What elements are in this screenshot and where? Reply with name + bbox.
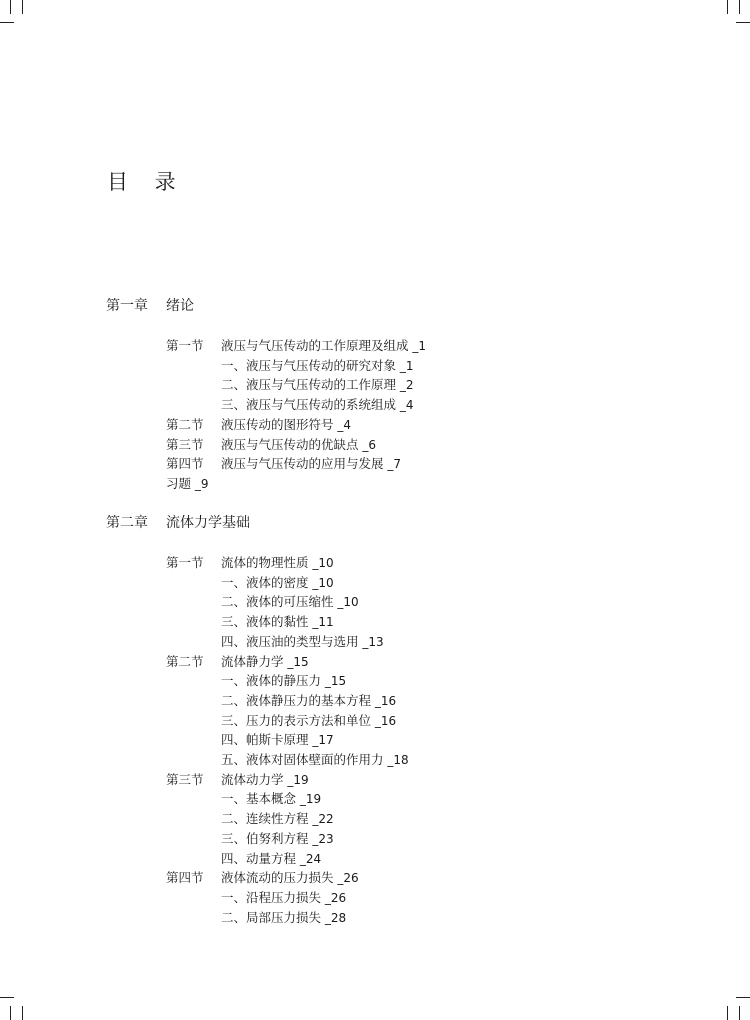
page-separator: _: [408, 339, 419, 353]
page-separator: _: [308, 615, 319, 630]
entry-title: 流体动力学: [221, 771, 284, 787]
crop-mark: [0, 22, 14, 23]
section-label: 第二节: [166, 653, 204, 669]
toc-section-entry[interactable]: [166, 553, 334, 573]
toc-entry[interactable]: [166, 474, 208, 494]
page-number: 16: [380, 713, 397, 728]
page-number: 10: [318, 575, 334, 590]
toc-subsection-entry[interactable]: [221, 888, 346, 908]
page-number: 15: [293, 654, 309, 669]
page-number: 26: [330, 890, 347, 905]
page-number: 4: [343, 417, 351, 432]
entry-title: 液压与气压传动的优缺点: [221, 436, 359, 452]
page-number: 23: [318, 831, 334, 846]
entry-title: 四、动量方程: [221, 850, 297, 866]
toc-section-entry[interactable]: [166, 435, 376, 455]
crop-mark: [0, 997, 14, 998]
page-separator: _: [308, 556, 319, 570]
chapter-number: 第二章: [106, 515, 148, 531]
toc-subsection-entry[interactable]: [221, 671, 346, 691]
entry-title: 二、局部压力损失: [221, 909, 322, 925]
toc-section-entry[interactable]: [166, 770, 309, 790]
page-number: 11: [318, 615, 334, 630]
page-number: 9: [200, 476, 209, 491]
section-label: 第三节: [166, 771, 204, 787]
crop-mark: [736, 997, 750, 998]
page-separator: _: [308, 831, 319, 846]
page-separator: _: [283, 772, 294, 787]
entry-title: 四、液压油的类型与选用: [221, 633, 359, 649]
entry-title: 一、沿程压力损失: [221, 889, 322, 905]
entry-title: 二、液体静压力的基本方程: [221, 692, 372, 708]
entry-title: 二、液压与气压传动的工作原理: [221, 377, 397, 393]
entry-title: 液体流动的压力损失: [221, 870, 334, 886]
entry-title: 二、液体的可压缩性: [221, 594, 334, 610]
page-number: 19: [293, 772, 309, 787]
section-label: 第四节: [166, 870, 204, 886]
entry-title: 三、液体的黏性: [221, 614, 309, 630]
toc-subsection-entry[interactable]: [221, 375, 413, 395]
page-number: 2: [405, 378, 414, 393]
page-number: 1: [405, 358, 414, 373]
toc-section-entry[interactable]: [166, 454, 401, 474]
entry-title: 四、帕斯卡原理: [221, 732, 309, 748]
entry-title: 流体的物理性质: [221, 555, 309, 570]
toc-subsection-entry[interactable]: [221, 750, 409, 770]
crop-mark: [739, 1006, 740, 1020]
page-separator: _: [333, 417, 344, 432]
page-separator: _: [308, 812, 319, 827]
page-separator: _: [333, 595, 344, 610]
section-label: 第一节: [166, 555, 204, 570]
toc-section-entry[interactable]: [166, 652, 309, 672]
page-separator: _: [371, 713, 381, 728]
entry-title: 液压与气压传动的应用与发展: [221, 456, 384, 472]
entry-title: 三、压力的表示方法和单位: [221, 712, 372, 728]
entry-title: 一、液压与气压传动的研究对象: [221, 357, 397, 373]
toc-subsection-entry[interactable]: [221, 849, 321, 869]
toc-subsection-entry[interactable]: [221, 395, 413, 415]
crop-mark: [739, 0, 740, 14]
entry-title: 一、液体的密度: [221, 574, 309, 590]
entry-title: 三、液压与气压传动的系统组成: [221, 397, 397, 413]
crop-mark: [10, 0, 11, 14]
entry-title: 一、基本概念: [221, 791, 297, 807]
page-number: 17: [318, 733, 334, 748]
chapter-title: 流体力学基础: [166, 515, 250, 531]
page-number: 10: [343, 595, 359, 610]
page-number: 4: [405, 398, 414, 413]
page-separator: _: [321, 890, 331, 905]
crop-mark: [727, 1006, 728, 1020]
page-number: 7: [393, 457, 401, 472]
chapter-number: 第一章: [106, 298, 148, 314]
page-separator: _: [333, 871, 344, 886]
page-separator: _: [283, 654, 294, 669]
entry-title: 二、连续性方程: [221, 811, 309, 827]
toc-subsection-entry[interactable]: [221, 691, 396, 711]
page-separator: _: [308, 575, 319, 590]
section-label: 第四节: [166, 456, 204, 472]
toc-subsection-entry[interactable]: [221, 356, 413, 376]
crop-mark: [22, 0, 23, 14]
entry-title: 流体静力学: [221, 653, 284, 669]
page-number: 16: [380, 693, 397, 708]
toc-section-entry[interactable]: [166, 868, 359, 888]
page-number: 13: [368, 634, 384, 649]
page-number: 19: [305, 792, 322, 807]
page-separator: _: [371, 693, 381, 708]
page-separator: _: [396, 398, 406, 413]
toc-subsection-entry[interactable]: [221, 573, 334, 593]
section-label: 第二节: [166, 416, 204, 432]
page-separator: _: [321, 674, 331, 689]
crop-mark: [22, 1006, 23, 1020]
page-separator: _: [358, 634, 369, 649]
toc-subsection-entry[interactable]: [221, 612, 334, 632]
crop-mark: [727, 0, 728, 14]
chapter-heading[interactable]: [106, 513, 250, 533]
toc-subsection-entry[interactable]: [221, 730, 334, 750]
crop-mark: [10, 1006, 11, 1020]
page-number: 22: [318, 812, 334, 827]
page-number: 10: [318, 556, 334, 570]
page-number: 26: [343, 871, 359, 886]
toc-subsection-entry[interactable]: [221, 908, 346, 928]
entry-title: 液压传动的图形符号: [221, 416, 334, 432]
page-separator: _: [396, 378, 406, 393]
entry-title: 三、伯努利方程: [221, 830, 309, 846]
toc-subsection-entry[interactable]: [221, 632, 384, 652]
section-label: 第三节: [166, 436, 204, 452]
entry-title: 五、液体对固体壁面的作用力: [221, 752, 384, 767]
page-number: 1: [418, 339, 426, 353]
toc-subsection-entry[interactable]: [221, 829, 334, 849]
chapter-title: 绪论: [166, 298, 194, 314]
page-separator: _: [396, 358, 406, 373]
page-number: 15: [330, 674, 347, 689]
page-separator: _: [308, 733, 319, 748]
section-label: 第一节: [166, 338, 204, 353]
chapter-heading[interactable]: [106, 296, 194, 316]
entry-title: 一、液体的静压力: [221, 673, 322, 689]
toc-section-entry[interactable]: [166, 415, 351, 435]
page-separator: _: [191, 476, 201, 491]
page-number: 28: [330, 910, 347, 925]
page-separator: _: [321, 910, 331, 925]
page-title: 目 录: [107, 170, 186, 194]
toc-section-entry[interactable]: [166, 336, 426, 356]
toc-subsection-entry[interactable]: [221, 789, 321, 809]
page-number: 24: [305, 851, 322, 866]
entry-title: 习题: [166, 475, 192, 491]
page-number: 6: [368, 437, 376, 452]
page-separator: _: [383, 753, 394, 767]
toc-subsection-entry[interactable]: [221, 809, 334, 829]
entry-title: 液压与气压传动的工作原理及组成: [221, 338, 409, 353]
toc-subsection-entry[interactable]: [221, 592, 359, 612]
page-separator: _: [383, 457, 394, 472]
toc-subsection-entry[interactable]: [221, 711, 396, 731]
page-separator: _: [296, 851, 306, 866]
crop-mark: [736, 22, 750, 23]
page-separator: _: [296, 792, 306, 807]
page-separator: _: [358, 437, 369, 452]
page-number: 18: [393, 753, 409, 767]
